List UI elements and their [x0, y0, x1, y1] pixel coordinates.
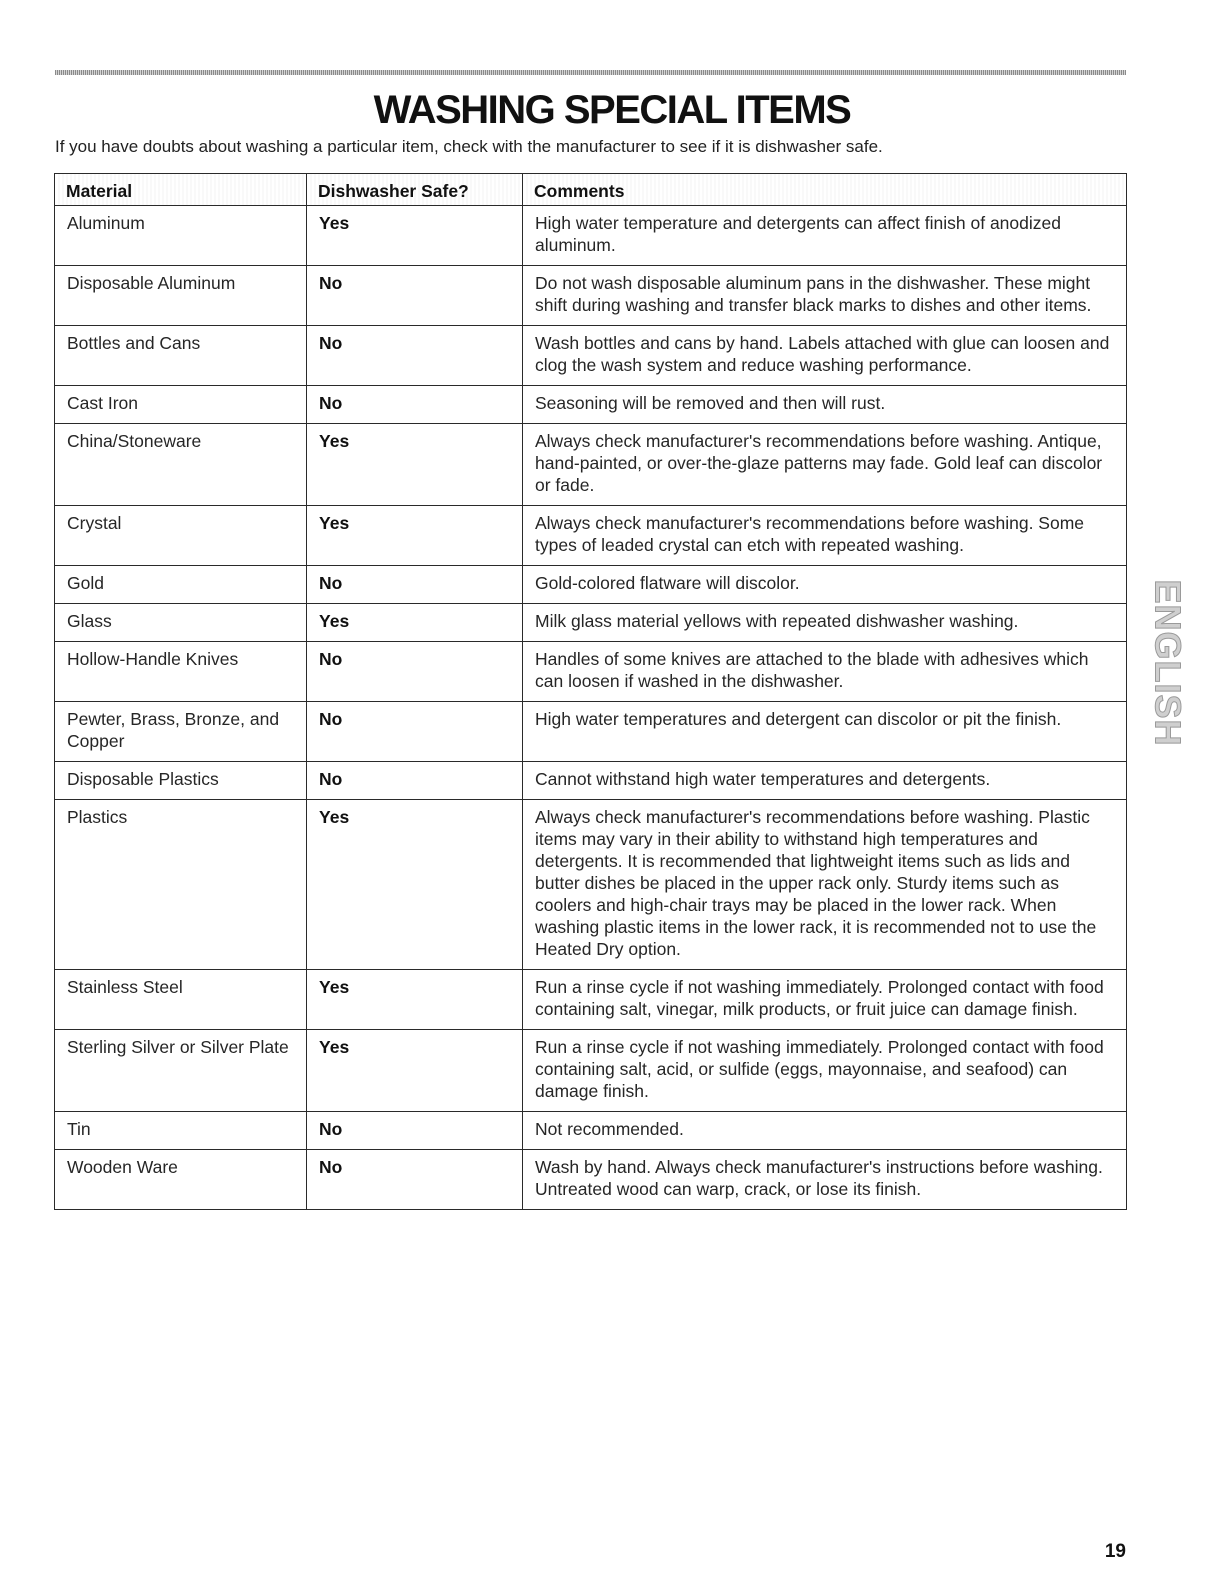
material-cell: Tin [55, 1112, 307, 1150]
material-cell: Disposable Aluminum [55, 266, 307, 326]
material-cell: Aluminum [55, 206, 307, 266]
table-row [55, 800, 1127, 970]
material-cell: Hollow-Handle Knives [55, 642, 307, 702]
comment-cell: Always check manufacturer's recommendations before washing. Some types of leaded crystal can etch with repeated washing. [523, 506, 1127, 566]
table-row [55, 702, 1127, 762]
table-row [55, 424, 1127, 506]
safe-cell: Yes [307, 604, 523, 642]
table-header-row [55, 174, 1127, 206]
safe-cell: Yes [307, 424, 523, 506]
comment-cell: Milk glass material yellows with repeated dishwasher washing. [523, 604, 1127, 642]
table-row [55, 642, 1127, 702]
special-items-table [54, 173, 1127, 1210]
material-cell: Crystal [55, 506, 307, 566]
table-row [55, 604, 1127, 642]
safe-cell: No [307, 326, 523, 386]
comment-cell: Run a rinse cycle if not washing immediately. Prolonged contact with food containing salt, vinegar, milk products, or fruit juice can damage finish. [523, 970, 1127, 1030]
table-row [55, 762, 1127, 800]
comment-cell: Gold-colored flatware will discolor. [523, 566, 1127, 604]
material-cell: China/Stoneware [55, 424, 307, 506]
comment-cell: Not recommended. [523, 1112, 1127, 1150]
safe-cell: Yes [307, 1030, 523, 1112]
comment-cell: Always check manufacturer's recommendations before washing. Antique, hand-painted, or over-the-glaze patterns may fade. Gold leaf can discolor or fade. [523, 424, 1127, 506]
material-cell: Wooden Ware [55, 1150, 307, 1210]
table-row [55, 506, 1127, 566]
comment-cell: Run a rinse cycle if not washing immediately. Prolonged contact with food containing salt, acid, or sulfide (eggs, mayonnaise, and seafood) can damage finish. [523, 1030, 1127, 1112]
material-cell: Sterling Silver or Silver Plate [55, 1030, 307, 1112]
side-tab-label: ENGLISH [1147, 579, 1189, 747]
material-cell: Pewter, Brass, Bronze, and Copper [55, 702, 307, 762]
safe-cell: Yes [307, 800, 523, 970]
header-material: Material [55, 174, 307, 206]
page-number: 19 [1104, 1541, 1126, 1562]
safe-cell: No [307, 266, 523, 326]
safe-cell: No [307, 1112, 523, 1150]
safe-cell: No [307, 386, 523, 424]
material-cell: Cast Iron [55, 386, 307, 424]
comment-cell: Handles of some knives are attached to the blade with adhesives which can loosen if washed in the dishwasher. [523, 642, 1127, 702]
safe-cell: No [307, 1150, 523, 1210]
table-row [55, 266, 1127, 326]
material-cell: Glass [55, 604, 307, 642]
safe-cell: Yes [307, 206, 523, 266]
comment-cell: Cannot withstand high water temperatures and detergents. [523, 762, 1127, 800]
table-row [55, 1150, 1127, 1210]
language-side-tab [1147, 568, 1189, 758]
material-cell: Bottles and Cans [55, 326, 307, 386]
material-cell: Gold [55, 566, 307, 604]
safe-cell: No [307, 566, 523, 604]
top-divider [55, 70, 1126, 75]
table-row [55, 1112, 1127, 1150]
table-row [55, 1030, 1127, 1112]
table-row [55, 970, 1127, 1030]
comment-cell: Do not wash disposable aluminum pans in the dishwasher. These might shift during washing and transfer black marks to dishes and other items. [523, 266, 1127, 326]
header-comments: Comments [523, 174, 1127, 206]
comment-cell: High water temperatures and detergent can discolor or pit the finish. [523, 702, 1127, 762]
comment-cell: Always check manufacturer's recommendations before washing. Plastic items may vary in their ability to withstand high temperatures and detergents. It is recommended that lightweight items such as lids and butter dishes be placed in the upper rack only. Sturdy items such as coolers and high-chair trays may be placed in the lower rack. When washing plastic items in the lower rack, it is recommended not to use the Heated Dry option. [523, 800, 1127, 970]
page-title: WASHING SPECIAL ITEMS [373, 88, 851, 132]
material-cell: Stainless Steel [55, 970, 307, 1030]
safe-cell: No [307, 762, 523, 800]
comment-cell: Seasoning will be removed and then will rust. [523, 386, 1127, 424]
material-cell: Plastics [55, 800, 307, 970]
safe-cell: Yes [307, 970, 523, 1030]
comment-cell: High water temperature and detergents can affect finish of anodized aluminum. [523, 206, 1127, 266]
safe-cell: Yes [307, 506, 523, 566]
header-dishwasher-safe: Dishwasher Safe? [307, 174, 523, 206]
table-row [55, 566, 1127, 604]
safe-cell: No [307, 702, 523, 762]
table-row [55, 326, 1127, 386]
comment-cell: Wash bottles and cans by hand. Labels attached with glue can loosen and clog the wash system and reduce washing performance. [523, 326, 1127, 386]
intro-text: If you have doubts about washing a particular item, check with the manufacturer to see if it is dishwasher safe. [55, 137, 883, 156]
safe-cell: No [307, 642, 523, 702]
comment-cell: Wash by hand. Always check manufacturer's instructions before washing. Untreated wood can warp, crack, or lose its finish. [523, 1150, 1127, 1210]
material-cell: Disposable Plastics [55, 762, 307, 800]
table-row [55, 386, 1127, 424]
table-row [55, 206, 1127, 266]
